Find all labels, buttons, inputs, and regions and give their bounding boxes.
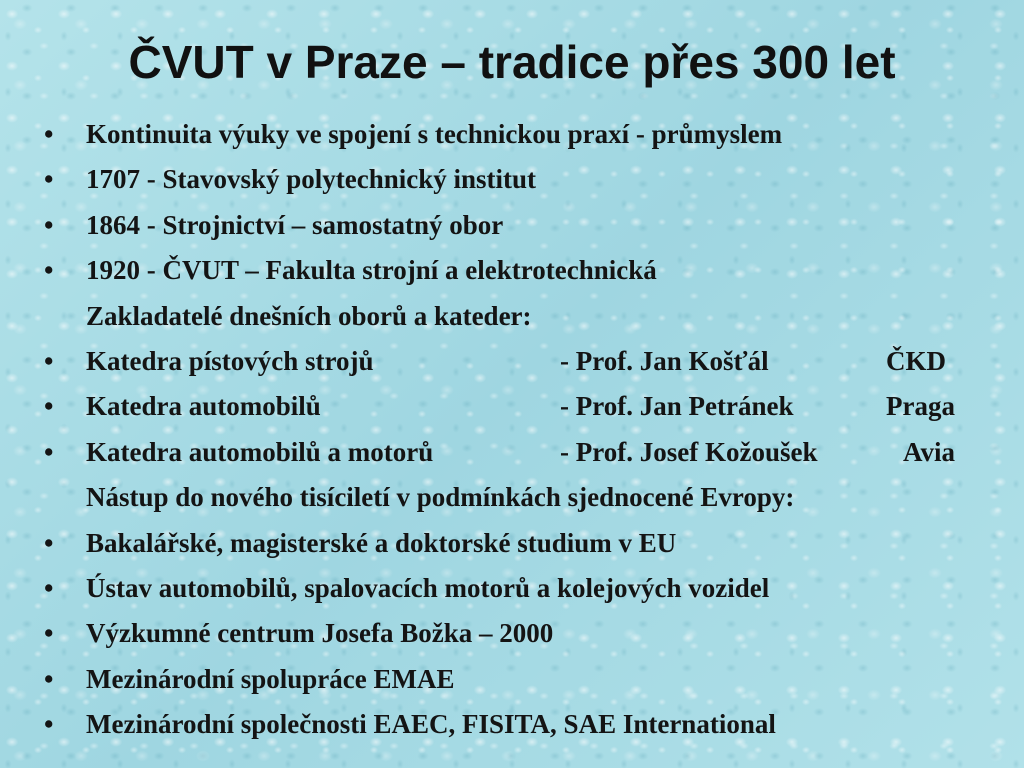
department-name: Katedra automobilů a motorů xyxy=(86,436,434,467)
department-company: Avia xyxy=(903,436,955,467)
list-item xyxy=(0,521,1024,566)
bullet-icon: • xyxy=(44,709,54,740)
department-company: ČKD xyxy=(886,345,946,376)
list-item-text: Kontinuita výuky ve spojení s technickou praxí - průmyslem xyxy=(86,119,783,149)
bullet-icon: • xyxy=(44,391,54,422)
section-heading-text: Zakladatelé dnešních oborů a kateder: xyxy=(86,300,532,331)
list-item xyxy=(0,657,1024,702)
bullet-icon: • xyxy=(44,209,54,240)
list-item-text: 1707 - Stavovský polytechnický institut xyxy=(86,164,537,195)
bullet-icon: • xyxy=(44,119,54,149)
bullet-icon: • xyxy=(44,618,54,649)
department-professor: - Prof. Josef Kožoušek xyxy=(560,436,818,467)
list-item xyxy=(0,248,1024,293)
department-professor: - Prof. Jan Petránek xyxy=(560,391,794,422)
bullet-icon: • xyxy=(44,436,54,467)
list-item-text: Výzkumné centrum Josefa Božka – 2000 xyxy=(86,618,554,649)
department-name: Katedra pístových strojů xyxy=(86,345,374,376)
section-heading-text: Nástup do nového tisíciletí v podmínkách sjednocené Evropy: xyxy=(86,482,795,513)
list-item xyxy=(0,157,1024,202)
bullet-icon: • xyxy=(44,255,54,286)
list-item xyxy=(0,566,1024,611)
list-item xyxy=(0,611,1024,656)
department-row xyxy=(0,430,1024,475)
department-row xyxy=(0,339,1024,384)
bullet-icon: • xyxy=(44,527,54,558)
bullet-icon: • xyxy=(44,663,54,694)
bullet-list xyxy=(0,112,1024,747)
list-item-text: Mezinárodní společnosti EAEC, FISITA, SAE International xyxy=(86,709,776,740)
list-item xyxy=(0,112,1024,157)
bullet-icon: • xyxy=(44,345,54,376)
department-name: Katedra automobilů xyxy=(86,391,321,422)
list-item-text: 1864 - Strojnictví – samostatný obor xyxy=(86,209,504,240)
department-professor: - Prof. Jan Košťál xyxy=(560,345,769,376)
department-company: Praga xyxy=(886,391,955,422)
bullet-icon: • xyxy=(44,572,54,603)
list-item-text: 1920 - ČVUT – Fakulta strojní a elektrotechnická xyxy=(86,255,657,286)
slide-title: ČVUT v Praze – tradice přes 300 let xyxy=(128,36,896,88)
bullet-icon: • xyxy=(44,164,54,195)
list-item-text: Ústav automobilů, spalovacích motorů a kolejových vozidel xyxy=(86,572,770,603)
section-heading xyxy=(0,475,1024,520)
list-item xyxy=(0,203,1024,248)
list-item-text: Mezinárodní spolupráce EMAE xyxy=(86,663,455,694)
section-heading xyxy=(0,294,1024,339)
list-item xyxy=(0,702,1024,747)
department-row xyxy=(0,384,1024,429)
list-item-text: Bakalářské, magisterské a doktorské studium v EU xyxy=(86,527,677,558)
